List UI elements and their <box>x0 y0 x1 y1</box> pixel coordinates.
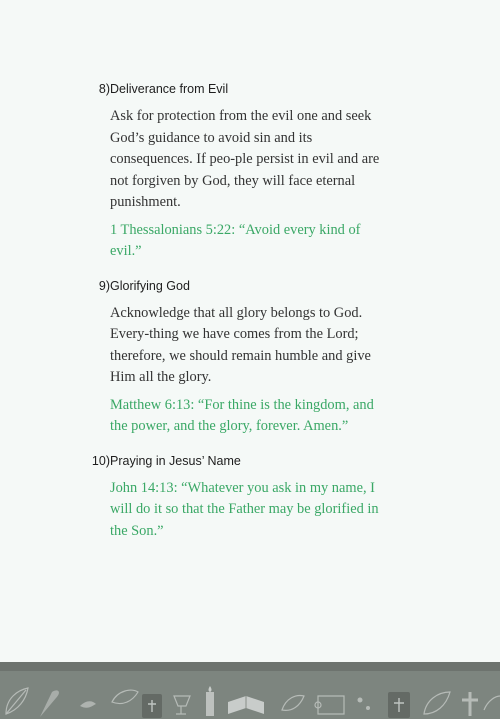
section-text: Ask for protection from the evil one and seek God’s guidance to avoid sin and its consequences. If peo-ple persist in evil and are not forgiven by God, they will face eternal punishment. <box>110 108 380 210</box>
section-glorifying-god <box>0 275 500 438</box>
quill-icon <box>40 690 59 717</box>
scripture-verse: Matthew 6:13: “For thine is the kingdom, and the power, and the glory, forever. Amen.” <box>110 396 374 434</box>
leaf-icon <box>282 696 304 711</box>
decorative-footer-band <box>0 662 500 719</box>
leaf-icon <box>112 690 138 703</box>
leaf-icon <box>484 696 500 710</box>
section-title: Glorifying God <box>110 278 190 293</box>
chalice-icon <box>174 696 190 714</box>
section-heading <box>0 275 500 297</box>
scripture-verse: 1 Thessalonians 5:22: “Avoid every kind of evil.” <box>110 221 361 259</box>
scroll-icon <box>318 696 344 714</box>
section-title: Praying in Jesus’ Name <box>110 453 241 468</box>
section-title: Deliverance from Evil <box>110 82 229 96</box>
section-deliverance-from-evil <box>0 78 500 263</box>
cross-icon <box>462 692 478 716</box>
candle-icon <box>206 692 214 716</box>
section-number: 10) <box>91 453 110 468</box>
section-heading <box>0 450 500 472</box>
section-number: 8) <box>98 82 110 96</box>
leaf-icon <box>424 692 450 714</box>
dove-icon <box>80 701 96 707</box>
section-praying-in-jesus-name <box>0 450 500 543</box>
scripture-verse: John 14:13: “Whatever you ask in my name, I will do it so that the Father may be glorified in the Son.” <box>110 479 379 539</box>
section-number: 9) <box>98 278 110 293</box>
section-heading <box>0 78 500 100</box>
section-text: Acknowledge that all glory belongs to God. Every-thing we have comes from the Lord; therefore, we should remain humble and give Him all the glory. <box>110 304 371 385</box>
content <box>0 78 500 542</box>
footer-pattern <box>0 662 500 719</box>
